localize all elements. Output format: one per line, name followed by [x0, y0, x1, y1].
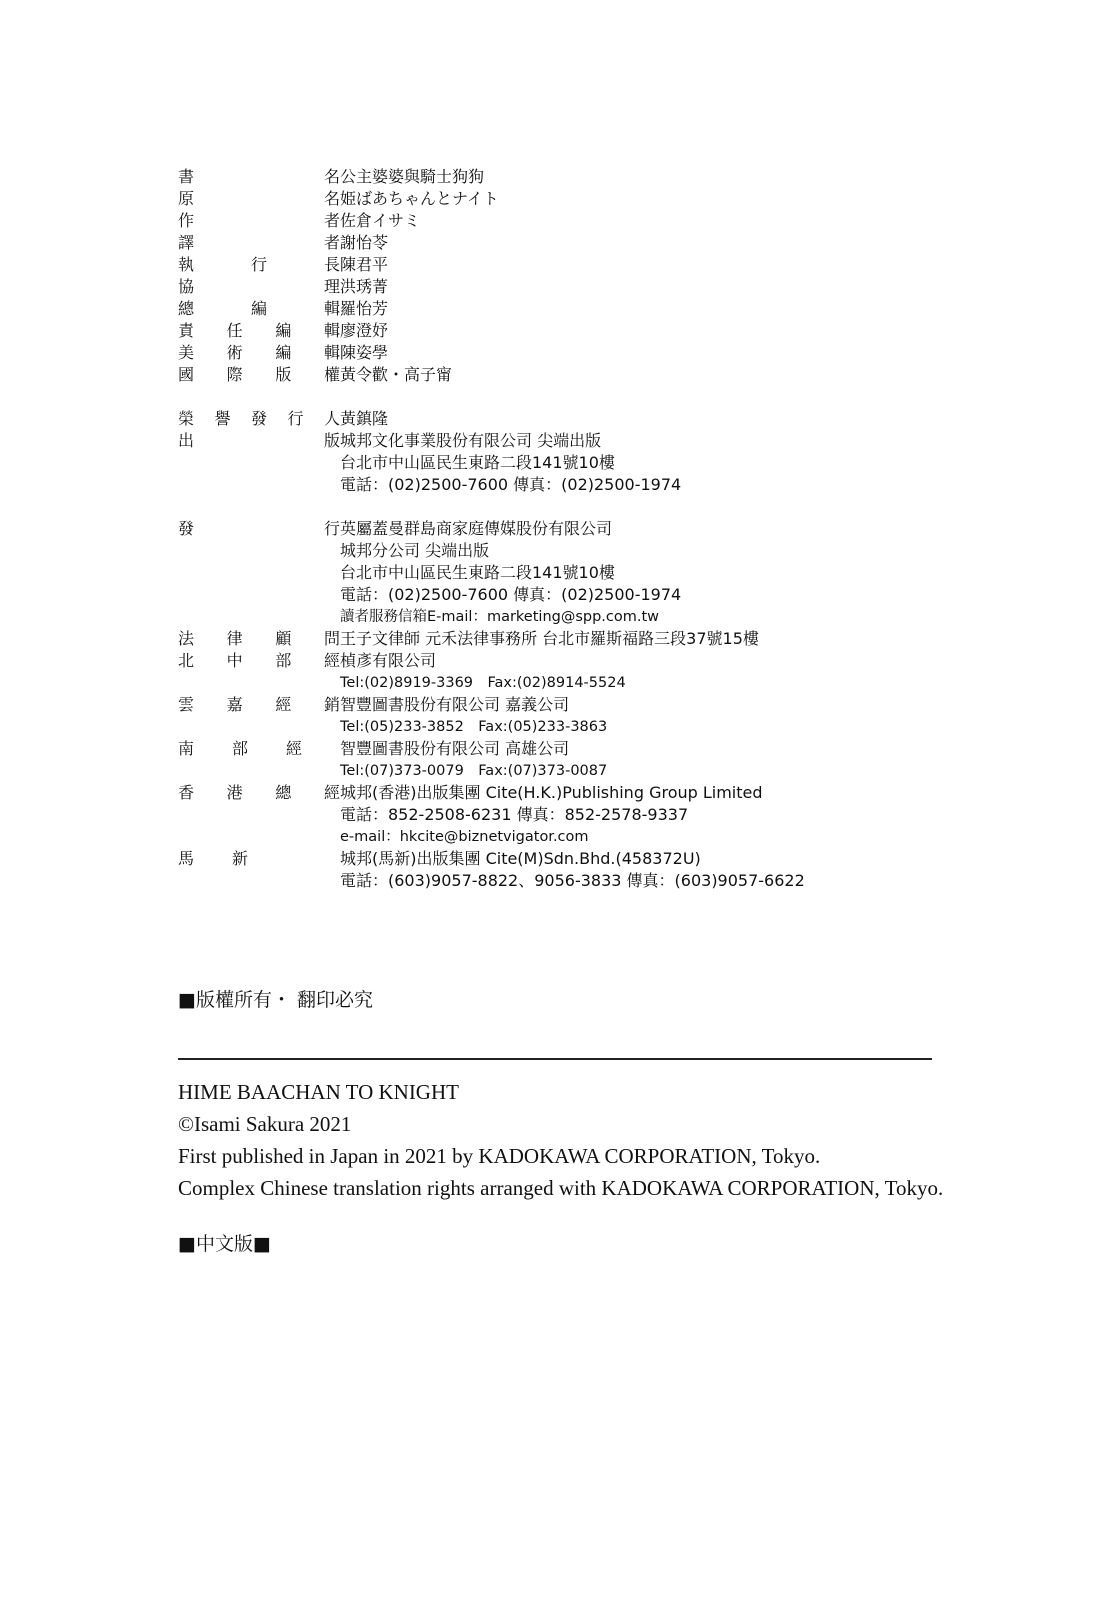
credit-value: 台北市中山區民生東路二段141號10樓	[340, 453, 615, 472]
translation-rights-line: Complex Chinese translation rights arranged with KADOKAWA CORPORATION, Tokyo.	[178, 1176, 944, 1200]
credit-row-north-central-distributor	[178, 650, 938, 694]
credit-label: 馬 新	[178, 849, 248, 868]
credit-value: 英屬蓋曼群島商家庭傳媒股份有限公司	[340, 519, 613, 538]
credit-value: Tel:(02)8919-3369 Fax:(02)8914-5524	[340, 675, 626, 691]
credit-label: 出 版	[178, 431, 340, 450]
credit-row-editor	[178, 320, 938, 342]
credit-label: 南 部 經	[178, 739, 302, 758]
credit-value: 王子文律師 元禾法律事務所 台北市羅斯福路三段37號15樓	[340, 629, 759, 648]
credit-row-international-rights	[178, 364, 938, 386]
credit-value: 陳君平	[340, 255, 389, 274]
credit-value: 電話：852-2508-6231 傳真：852-2578-9337	[340, 805, 689, 824]
credit-label: 榮 譽 發 行 人	[178, 409, 340, 428]
credit-row-translator	[178, 232, 938, 254]
distribution-section	[178, 518, 938, 892]
credit-label: 雲 嘉 經 銷	[178, 695, 340, 714]
credit-row-yunjia-distributor	[178, 694, 938, 738]
credit-row-editor-in-chief	[178, 298, 938, 320]
credit-row-legal-counsel	[178, 628, 938, 650]
credit-row-art-editor	[178, 342, 938, 364]
credit-value: 城邦文化事業股份有限公司 尖端出版	[340, 431, 602, 450]
credit-label: 責 任 編 輯	[178, 321, 340, 340]
credit-label: 香 港 總 經	[178, 783, 340, 802]
credit-row-honorary-publisher	[178, 408, 938, 430]
credit-value: 黃令歡・高子甯	[340, 365, 453, 384]
credit-value: Tel:(07)373-0079 Fax:(07)373-0087	[340, 763, 608, 779]
credit-value: 佐倉イサミ	[340, 211, 421, 230]
credit-value: e-mail：hkcite@biznetvigator.com	[340, 829, 589, 845]
credit-row-associate-manager	[178, 276, 938, 298]
credit-value: 黃鎮隆	[340, 409, 389, 428]
copyright-line: ©Isami Sakura 2021	[178, 1112, 352, 1136]
credit-value: 城邦(香港)出版集團 Cite(H.K.)Publishing Group Limited	[340, 783, 763, 802]
staff-credits-section	[178, 166, 938, 386]
credit-row-south-distributor	[178, 738, 938, 782]
credit-row-publisher	[178, 430, 938, 496]
credit-label: 北 中 部 經	[178, 651, 340, 670]
credit-value: 羅怡芳	[340, 299, 389, 318]
credit-label: 協 理	[178, 277, 340, 296]
credit-row-title	[178, 166, 938, 188]
credit-row-ceo	[178, 254, 938, 276]
credit-label: 書 名	[178, 167, 340, 186]
colophon-credits	[178, 166, 938, 892]
credit-value: 智豐圖書股份有限公司 高雄公司	[340, 739, 570, 758]
credit-value: 廖澄妤	[340, 321, 389, 340]
credit-row-distributor	[178, 518, 938, 628]
credit-label: 總 編 輯	[178, 299, 340, 318]
credit-label: 發 行	[178, 519, 340, 538]
first-published-line: First published in Japan in 2021 by KADOKAWA CORPORATION, Tokyo.	[178, 1144, 821, 1168]
credit-value: 楨彥有限公司	[340, 651, 437, 670]
credit-value: 洪琇菁	[340, 277, 389, 296]
credit-label: 執 行 長	[178, 255, 340, 274]
credit-value: 台北市中山區民生東路二段141號10樓	[340, 563, 615, 582]
credit-row-author	[178, 210, 938, 232]
section-divider	[178, 1058, 932, 1060]
credit-value: 電話：(603)9057-8822、9056-3833 傳真：(603)9057-6622	[340, 871, 805, 890]
credit-value: Tel:(05)233-3852 Fax:(05)233-3863	[340, 719, 608, 735]
credit-value: 讀者服務信箱E-mail：marketing@spp.com.tw	[340, 609, 660, 625]
chinese-edition-label: ■中文版■	[178, 1233, 271, 1255]
credit-value: 城邦分公司 尖端出版	[340, 541, 490, 560]
credit-value: 城邦(馬新)出版集團 Cite(M)Sdn.Bhd.(458372U)	[340, 849, 701, 868]
credit-value: 智豐圖書股份有限公司 嘉義公司	[340, 695, 570, 714]
credit-row-original-title	[178, 188, 938, 210]
credit-label: 原 名	[178, 189, 340, 208]
credit-value: 電話：(02)2500-7600 傳真：(02)2500-1974	[340, 475, 682, 494]
original-title-romaji: HIME BAACHAN TO KNIGHT	[178, 1080, 459, 1104]
credit-row-malaysia-singapore	[178, 848, 938, 892]
credit-label: 作 者	[178, 211, 340, 230]
english-copyright-block	[178, 1076, 943, 1204]
credit-label: 國 際 版 權	[178, 365, 340, 384]
credit-value: 謝怡苓	[340, 233, 389, 252]
publisher-section	[178, 408, 938, 496]
credit-label: 譯 者	[178, 233, 340, 252]
credit-value: 公主婆婆與騎士狗狗	[340, 167, 485, 186]
credit-value: 姫ばあちゃんとナイト	[340, 189, 499, 208]
credit-label: 法 律 顧 問	[178, 629, 340, 648]
credit-row-hongkong-distributor	[178, 782, 938, 848]
credit-label: 美 術 編 輯	[178, 343, 340, 362]
rights-reserved-notice: ■版權所有・ 翻印必究	[178, 989, 373, 1011]
credit-value: 電話：(02)2500-7600 傳真：(02)2500-1974	[340, 585, 682, 604]
credit-value: 陳姿學	[340, 343, 389, 362]
